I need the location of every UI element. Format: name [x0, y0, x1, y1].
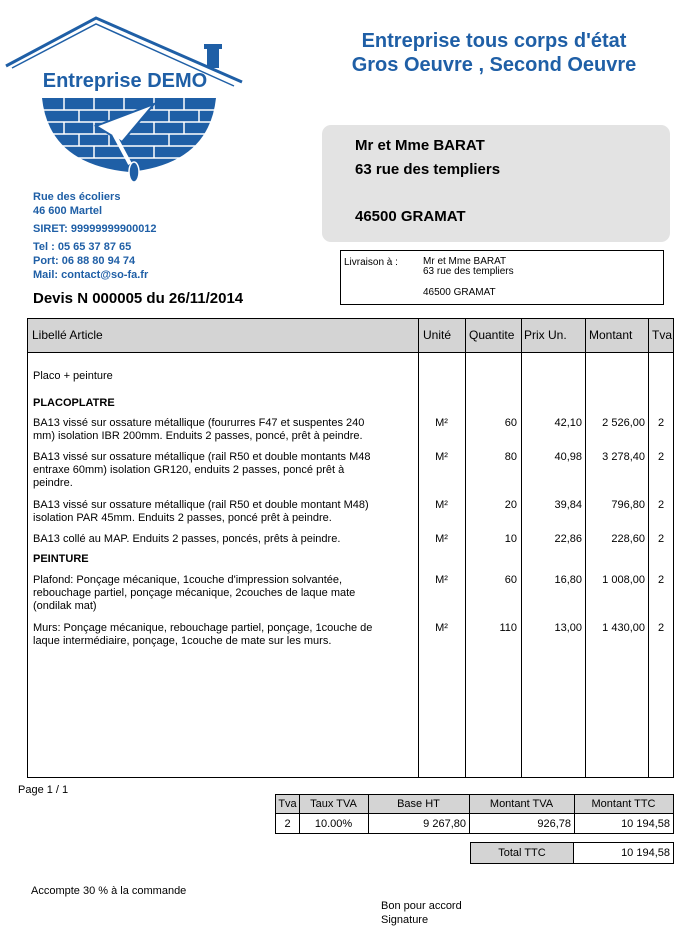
house-brick-logo-icon: [4, 14, 244, 194]
tva-row-base: 9 267,80: [423, 818, 466, 830]
total-ttc-box: [470, 842, 674, 864]
header-label: Libellé Article: [32, 328, 103, 342]
client-name: Mr et Mme BARAT: [355, 137, 485, 154]
header-amount: Montant: [589, 328, 633, 342]
row-tva: 2: [658, 499, 665, 511]
table-intro: Placo + peinture: [33, 370, 113, 382]
row-qty: 110: [499, 622, 517, 634]
total-ttc-value: 10 194,58: [621, 847, 670, 859]
row-price: 40,98: [554, 451, 582, 463]
tva-header-rate: Taux TVA: [310, 798, 357, 810]
company-port: Port: 06 88 80 94 74: [33, 255, 136, 267]
tva-summary-table: [275, 794, 674, 834]
company-name: Entreprise DEMO: [42, 70, 208, 92]
section-placoplatre: PLACOPLATRE: [33, 397, 115, 409]
tva-row-rate: 10.00%: [314, 818, 353, 830]
row-tva: 2: [658, 417, 665, 429]
row-amount: 3 278,40: [602, 451, 645, 463]
tva-row-amount: 926,78: [537, 818, 571, 830]
quote-title: Devis N 000005 du 26/11/2014: [33, 290, 244, 307]
table-header: [28, 319, 673, 353]
tva-row-ttc: 10 194,58: [621, 818, 670, 830]
row-amount: 2 526,00: [602, 417, 645, 429]
signature-label: Signature: [381, 914, 429, 926]
company-logo: [4, 14, 244, 194]
row-price: 39,84: [554, 499, 582, 511]
company-address-city: 46 600 Martel: [33, 205, 103, 217]
table-row-description: BA13 vissé sur ossature métallique (rail R50 et double montants M48 entraxe 60mm) isolation GR120, enduits 2 passes, poncé prêt à peindre.: [33, 451, 371, 489]
tva-header-ttc: Montant TTC: [591, 798, 656, 810]
row-price: 13,00: [554, 622, 582, 634]
table-row-description: BA13 collé au MAP. Enduits 2 passes, poncés, prêts à peindre.: [33, 533, 341, 545]
table-row-description: BA13 vissé sur ossature métallique (rail R50 et double montant M48) isolation PAR 45mm. Enduits 2 passes, poncé prêt à peindre.: [33, 499, 369, 524]
delivery-label: Livraison à :: [344, 257, 398, 268]
table-row-description: BA13 vissé sur ossature métallique (foururres F47 et suspentes 240 mm) isolation IBR 200mm. Enduits 2 passes, poncé, prêt à peindre.: [33, 417, 365, 442]
delivery-address-box: [340, 250, 664, 305]
row-qty: 10: [504, 533, 517, 545]
signature-block: [381, 899, 462, 927]
tva-header-tva: Tva: [278, 798, 297, 810]
delivery-name: Mr et Mme BARAT: [423, 256, 507, 267]
row-unit: M²: [435, 574, 448, 586]
header-unit: Unité: [423, 328, 452, 342]
row-amount: 1 008,00: [602, 574, 645, 586]
row-tva: 2: [658, 533, 665, 545]
row-qty: 80: [504, 451, 517, 463]
company-mail: Mail: contact@so-fa.fr: [33, 269, 149, 281]
row-qty: 60: [504, 417, 517, 429]
row-unit: M²: [435, 533, 448, 545]
total-ttc-label: Total TTC: [471, 843, 574, 863]
table-row-description: Plafond: Ponçage mécanique, 1couche d'impression solvantée, rebouchage partiel, ponçage mécanique, 2couches de laque mate (ondilak mat): [33, 574, 356, 612]
row-unit: M²: [435, 451, 448, 463]
row-unit: M²: [435, 417, 448, 429]
tva-header-amount: Montant TVA: [489, 798, 554, 810]
deposit-note: Accompte 30 % à la commande: [31, 885, 187, 897]
company-info: [33, 190, 157, 282]
client-street: 63 rue des templiers: [355, 161, 501, 178]
row-qty: 20: [504, 499, 517, 511]
agreement-label: Bon pour accord: [381, 900, 462, 912]
row-tva: 2: [658, 451, 665, 463]
company-tagline-1: Entreprise tous corps d'état: [361, 30, 627, 52]
section-peinture: PEINTURE: [33, 553, 89, 565]
company-address-street: Rue des écoliers: [33, 191, 121, 203]
company-tel: Tel : 05 65 37 87 65: [33, 241, 132, 253]
company-siret: SIRET: 99999999900012: [33, 223, 157, 235]
row-qty: 60: [504, 574, 517, 586]
row-tva: 2: [658, 622, 665, 634]
row-price: 42,10: [554, 417, 582, 429]
tva-header-base: Base HT: [397, 798, 440, 810]
delivery-city: 46500 GRAMAT: [423, 287, 496, 298]
row-price: 16,80: [554, 574, 582, 586]
header-tva: Tva: [652, 328, 673, 342]
row-tva: 2: [658, 574, 665, 586]
row-amount: 796,80: [611, 499, 645, 511]
row-amount: 228,60: [611, 533, 645, 545]
company-tagline-2: Gros Oeuvre , Second Oeuvre: [351, 54, 637, 76]
row-unit: M²: [435, 499, 448, 511]
row-price: 22,86: [554, 533, 582, 545]
quote-lines-table: [27, 318, 674, 778]
page-number: Page 1 / 1: [18, 784, 69, 796]
tva-row-tva: 2: [284, 818, 291, 830]
table-row-description: Murs: Ponçage mécanique, rebouchage partiel, ponçage, 1couche de laque intermédiaire, ponçage, 1couche de mate sur les murs.: [33, 622, 373, 647]
delivery-street: 63 rue des templiers: [423, 266, 514, 277]
client-address-box: [322, 125, 670, 242]
header-price: Prix Un.: [524, 328, 567, 342]
row-unit: M²: [435, 622, 448, 634]
header-qty: Quantite: [469, 328, 515, 342]
row-amount: 1 430,00: [602, 622, 645, 634]
client-city: 46500 GRAMAT: [355, 208, 466, 225]
